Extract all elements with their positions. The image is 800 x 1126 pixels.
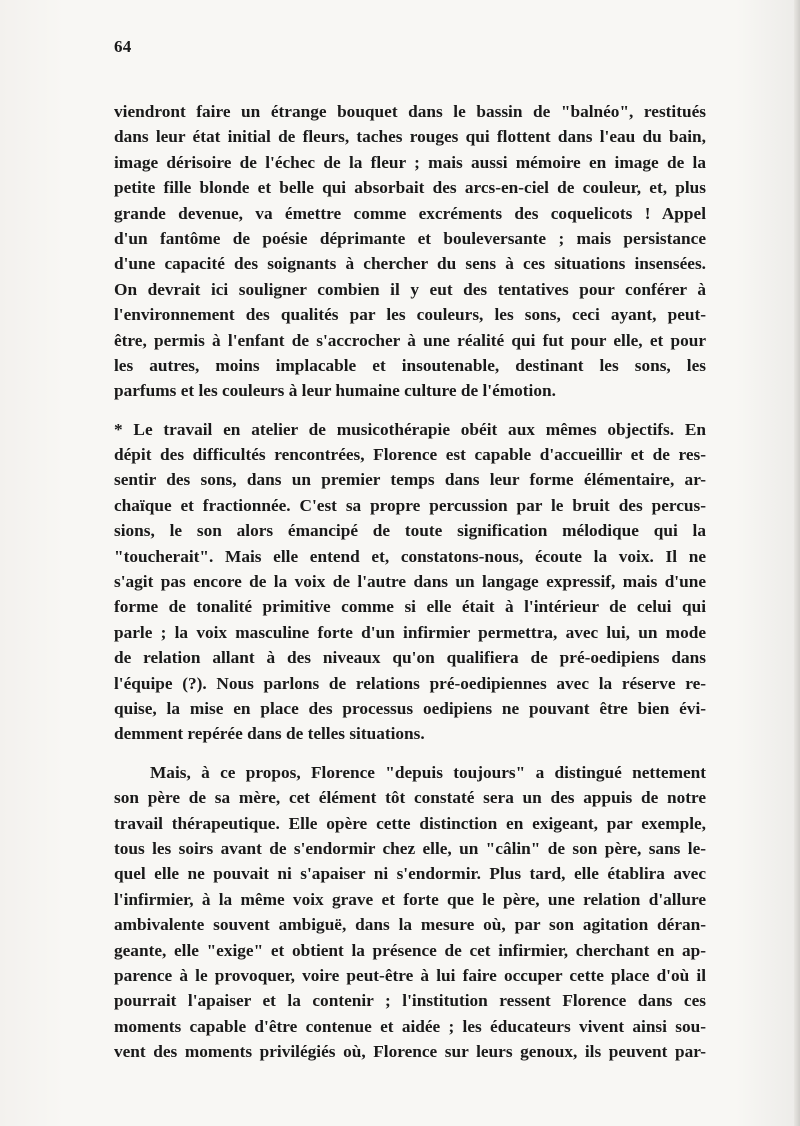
paragraph-2	[114, 417, 706, 747]
text-line: tous les soirs avant de s'endormir chez elle, un "câlin" de son père, sans le-	[114, 838, 706, 858]
text-line: viendront faire un étrange bouquet dans le bassin de "balnéo", restitués	[114, 102, 706, 121]
text-line: dans leur état initial de fleurs, taches rouges qui flottent dans l'eau du bain,	[114, 127, 706, 147]
text-line: l'équipe (?). Nous parlons de relations pré-oedipiennes avec la réserve re-	[114, 673, 706, 693]
text-line: d'un fantôme de poésie déprimante et bouleversante ; mais persistance	[114, 228, 706, 248]
text-line: sions, le son alors émancipé de toute signification mélodique qui la	[114, 521, 706, 541]
text-line: s'agit pas encore de la voix de l'autre dans un langage expressif, mais d'une	[114, 572, 706, 592]
page-edge-shadow	[794, 0, 800, 1126]
paragraph-1	[114, 99, 706, 404]
text-line: être, permis à l'enfant de s'accrocher à une réalité qui fut pour elle, et pour	[114, 330, 706, 350]
text-line: On devrait ici souligner combien il y eut des tentatives pour conférer à	[114, 279, 706, 299]
text-line: moments capable d'être contenue et aidée ; les éducateurs vivent ainsi sou-	[114, 1016, 706, 1036]
text-line: sentir des sons, dans un premier temps dans leur forme élémentaire, ar-	[114, 470, 706, 490]
text-line: quel elle ne pouvait ni s'apaiser ni s'endormir. Plus tard, elle établira avec	[114, 864, 706, 884]
text-line: dépit des difficultés rencontrées, Florence est capable d'accueillir et de res-	[114, 445, 706, 465]
text-line: petite fille blonde et belle qui absorbait des arcs-en-ciel de couleur, et, plus	[114, 178, 706, 198]
text-line: les autres, moins implacable et insoutenable, destinant les sons, les	[114, 355, 706, 375]
text-line: grande devenue, va émettre comme excréments des coquelicots ! Appel	[114, 203, 706, 223]
text-line: * Le travail en atelier de musicothérapie obéit aux mêmes objectifs. En	[114, 419, 706, 439]
text-line: parence à le provoquer, voire peut-être à lui faire occuper cette place d'où il	[114, 965, 706, 985]
text-line: travail thérapeutique. Elle opère cette distinction en exigeant, par exemple,	[114, 813, 706, 833]
text-line: image dérisoire de l'échec de la fleur ; mais aussi mémoire en image de la	[114, 152, 706, 172]
text-line: chaïque et fractionnée. C'est sa propre percussion par le bruit des percus-	[114, 495, 706, 515]
text-line: parfums et les couleurs à leur humaine culture de l'émotion.	[114, 381, 556, 401]
text-line: l'infirmier, à la même voix grave et forte que le père, une relation d'allure	[114, 889, 706, 909]
paragraph-spacer	[114, 747, 706, 760]
paragraph-3	[114, 760, 706, 1065]
text-line: forme de tonalité primitive comme si elle était à l'intérieur de celui qui	[114, 597, 706, 617]
text-line: vent des moments privilégiés où, Florence sur leurs genoux, ils peuvent par-	[114, 1042, 706, 1062]
text-line: geante, elle "exige" et obtient la présence de cet infirmier, cherchant en ap-	[114, 940, 706, 960]
text-line: Mais, à ce propos, Florence "depuis toujours" a distingué nettement	[150, 762, 706, 782]
text-line: parle ; la voix masculine forte d'un infirmier permettra, avec lui, un mode	[114, 622, 706, 642]
body-text	[114, 99, 706, 1064]
text-line: quise, la mise en place des processus oedipiens ne pouvant être bien évi-	[114, 698, 706, 718]
text-line: d'une capacité des soignants à chercher du sens à ces situations insensées.	[114, 254, 706, 274]
text-line: ambivalente souvent ambiguë, dans la mesure où, par son agitation déran-	[114, 915, 706, 935]
text-line: pourrait l'apaiser et la contenir ; l'institution ressent Florence dans ces	[114, 991, 706, 1011]
text-line: son père de sa mère, cet élément tôt constaté sera un des appuis de notre	[114, 788, 706, 808]
text-line: l'environnement des qualités par les couleurs, les sons, ceci ayant, peut-	[114, 305, 706, 325]
text-line: de relation allant à des niveaux qu'on qualifiera de pré-oedipiens dans	[114, 648, 706, 668]
page-number: 64	[114, 37, 132, 56]
paragraph-spacer	[114, 404, 706, 417]
text-line: demment repérée dans de telles situations.	[114, 724, 425, 744]
text-line: "toucherait". Mais elle entend et, constatons-nous, écoute la voix. Il ne	[114, 546, 706, 566]
